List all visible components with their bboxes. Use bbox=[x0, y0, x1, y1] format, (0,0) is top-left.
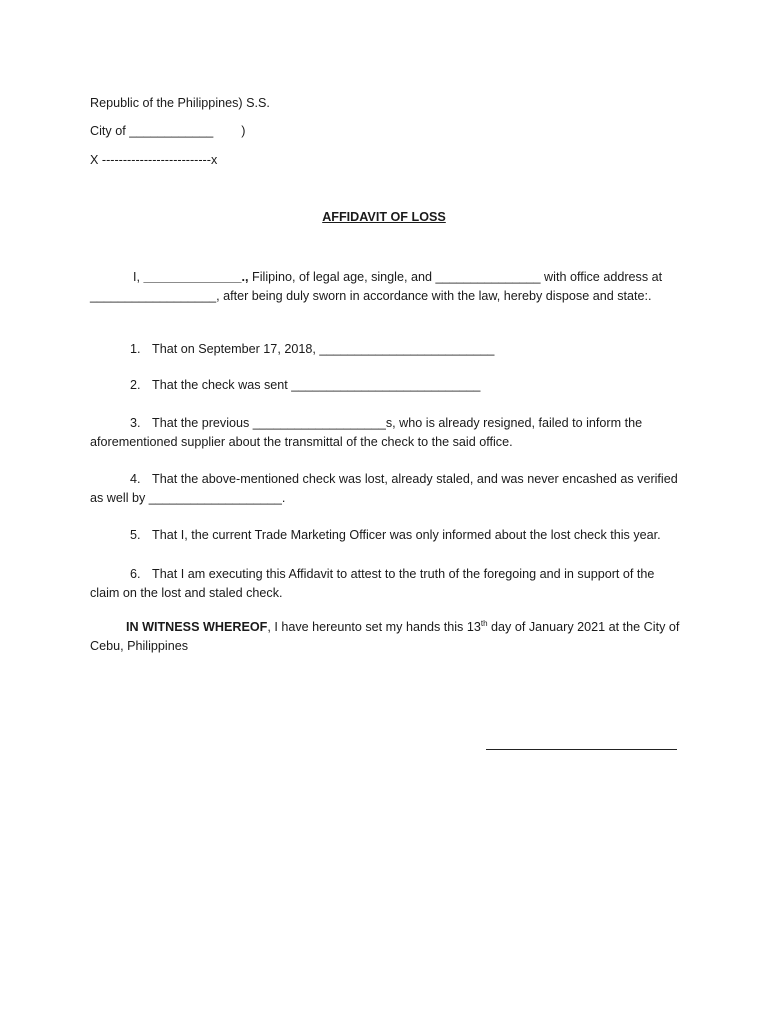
header-separator-line: X --------------------------x bbox=[90, 153, 218, 167]
witness-text: , I have hereunto set my hands this 13 bbox=[267, 620, 481, 634]
item-text: That the check was sent ___________________________ bbox=[152, 378, 481, 392]
item-text-line-2: aforementioned supplier about the transmittal of the check to the said office. bbox=[90, 434, 513, 449]
intro-line-2: __________________, after being duly sworn in accordance with the law, hereby dispose and state:. bbox=[90, 288, 652, 303]
intro-name-blank: ______________., bbox=[143, 270, 249, 284]
list-item bbox=[90, 565, 690, 602]
list-item bbox=[90, 376, 690, 395]
list-item bbox=[90, 414, 690, 451]
list-item bbox=[90, 526, 690, 545]
witness-paragraph bbox=[90, 618, 690, 655]
item-text-line-1: That I am executing this Affidavit to attest to the truth of the foregoing and in support of the bbox=[152, 567, 655, 581]
intro-line-1 bbox=[90, 268, 690, 287]
list-item bbox=[90, 340, 690, 359]
witness-heading: IN WITNESS WHEREOF bbox=[126, 620, 268, 634]
signature-line bbox=[486, 749, 677, 750]
item-text: That on September 17, 2018, _________________________ bbox=[152, 342, 495, 356]
item-number: 3. bbox=[130, 416, 141, 430]
witness-text-after: day of January 2021 at the City of bbox=[487, 620, 680, 634]
intro-paragraph bbox=[90, 268, 690, 305]
item-number: 5. bbox=[130, 528, 141, 542]
item-text: That I, the current Trade Marketing Officer was only informed about the lost check this year. bbox=[152, 528, 661, 542]
witness-line-2: Cebu, Philippines bbox=[90, 638, 189, 653]
header-city-line: City of ____________ ) bbox=[90, 124, 246, 138]
list-item bbox=[90, 470, 690, 507]
item-text-line-1: That the above-mentioned check was lost, already staled, and was never encashed as verified bbox=[152, 472, 678, 486]
intro-rest: Filipino, of legal age, single, and _______________ with office address at bbox=[248, 270, 663, 284]
witness-superscript: th bbox=[480, 618, 488, 628]
item-number: 1. bbox=[130, 342, 141, 356]
item-number: 6. bbox=[130, 567, 141, 581]
intro-prefix: I, bbox=[133, 270, 144, 284]
document-title: AFFIDAVIT OF LOSS bbox=[322, 210, 446, 224]
item-text-line-2: claim on the lost and staled check. bbox=[90, 585, 283, 600]
header-republic-line: Republic of the Philippines) S.S. bbox=[90, 96, 270, 110]
item-text-line-2: as well by ___________________. bbox=[90, 490, 286, 505]
item-number: 2. bbox=[130, 378, 141, 392]
item-text-line-1: That the previous ___________________s, who is already resigned, failed to inform the bbox=[152, 416, 643, 430]
item-number: 4. bbox=[130, 472, 141, 486]
